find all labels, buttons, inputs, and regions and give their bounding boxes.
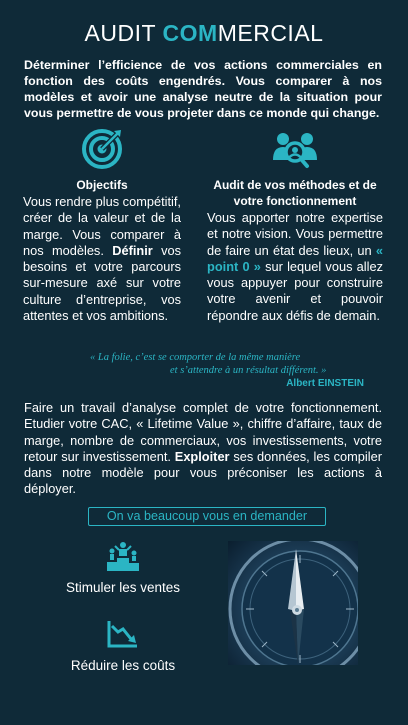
quote: « La folie, c’est se comporter de la même manière et s’attendre à un résultat différent. »	[90, 352, 327, 376]
audit-text: Vous apporter notre expertise et notre vision. Vous permettre de faire un état des lieux, un « point 0 » sur lequel vous allez vous appuyer pour construire votre avenir et pouvoir répondre aux défis de demain.	[207, 210, 383, 323]
objectives-title: Objectifs	[76, 178, 128, 192]
benefit-label: Stimuler les ventes	[65, 580, 181, 595]
audit-column	[207, 128, 383, 324]
benefit-costs	[33, 619, 213, 673]
target-icon	[81, 128, 123, 170]
intro-text: Déterminer l’efficience de vos actions commerciales en fonction des coûts engendrés. Vous comparer à nos modèles et avoir une analyse neutre de la situation pour vous permettre de vous projeter dans ce monde qui change.	[24, 58, 382, 120]
objectives-column	[23, 128, 181, 324]
decline-chart-icon	[106, 619, 140, 649]
objectives-text: Vous rendre plus compétitif, créer de la valeur et de la marge. Vous comparer à nos modèles. Définir vos besoins et votre parcours sur-mesure axé sur votre culture d’entreprise, vos attentes et vos ambitions.	[23, 194, 181, 324]
page-title: AUDIT COMMERCIAL	[84, 20, 324, 46]
quote-author: Albert EINSTEIN	[286, 378, 364, 389]
banner: On va beaucoup vous en demander	[88, 507, 326, 526]
podium-icon	[106, 541, 140, 571]
benefit-label: Réduire les coûts	[70, 658, 176, 673]
people-search-icon	[270, 128, 320, 170]
analysis-text: Faire un travail d’analyse complet de votre fonctionnement. Etudier votre CAC, « Lifetime Value », chiffre d’affaire, taux de marge, nombre de commerciaux, vos investissements, votre retour sur investissement. Exploiter ses données, les compiler dans notre modèle pour vous préconiser les actions à déployer.	[24, 400, 382, 497]
compass-image	[228, 541, 358, 665]
audit-title: Audit de vos méthodes et de votre fonctionnement	[213, 178, 377, 208]
benefit-sales	[33, 541, 213, 595]
